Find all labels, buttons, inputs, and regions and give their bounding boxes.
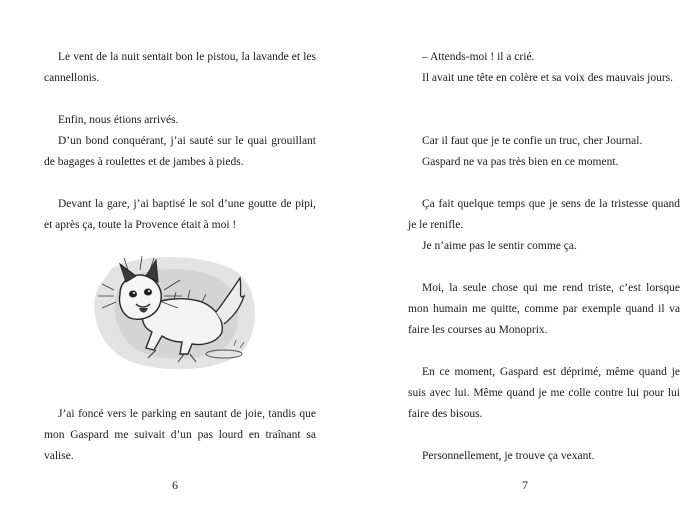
page-number: 6 xyxy=(172,478,178,492)
paragraph: Gaspard ne va pas très bien en ce moment. xyxy=(422,156,619,168)
right-page xyxy=(350,0,700,525)
paragraph: Car il faut que je te confie un truc, cher Journal. xyxy=(422,135,643,147)
paragraph: Personnellement, je trouve ça vexant. xyxy=(422,450,595,462)
paragraph: Il avait une tête en colère et sa voix des mauvais jours. xyxy=(422,72,673,84)
page-number: 7 xyxy=(522,478,528,492)
paragraph: J’ai foncé vers le parking en sautant de joie, tandis que mon Gaspard me suivait d’un pas lourd en traînant sa valise. xyxy=(44,408,316,462)
paragraph: D’un bond conquérant, j’ai sauté sur le quai grouillant de bagages à roulettes et de jambes à pieds. xyxy=(44,135,316,168)
paragraph: Le vent de la nuit sentait bon le pistou, la lavande et les cannellonis. xyxy=(44,51,316,84)
paragraph: Ça fait quelque temps que je sens de la tristesse quand je le renifle. xyxy=(408,198,680,231)
paragraph: Moi, la seule chose qui me rend triste, c’est lorsque mon humain me quitte, comme par exemple quand il va faire les courses au Monoprix. xyxy=(408,282,680,336)
paragraph: Enfin, nous étions arrivés. xyxy=(58,114,179,126)
paragraph: Devant la gare, j’ai baptisé le sol d’une goutte de pipi, et après ça, toute la Provence était à moi ! xyxy=(44,198,316,231)
paragraph: En ce moment, Gaspard est déprimé, même quand je suis avec lui. Même quand je me colle contre lui pour lui faire des bisous. xyxy=(408,366,680,420)
paragraph: – Attends-moi ! il a crié. xyxy=(422,51,535,63)
cat-illustration xyxy=(84,250,264,375)
paragraph: Je n’aime pas le sentir comme ça. xyxy=(422,240,577,252)
